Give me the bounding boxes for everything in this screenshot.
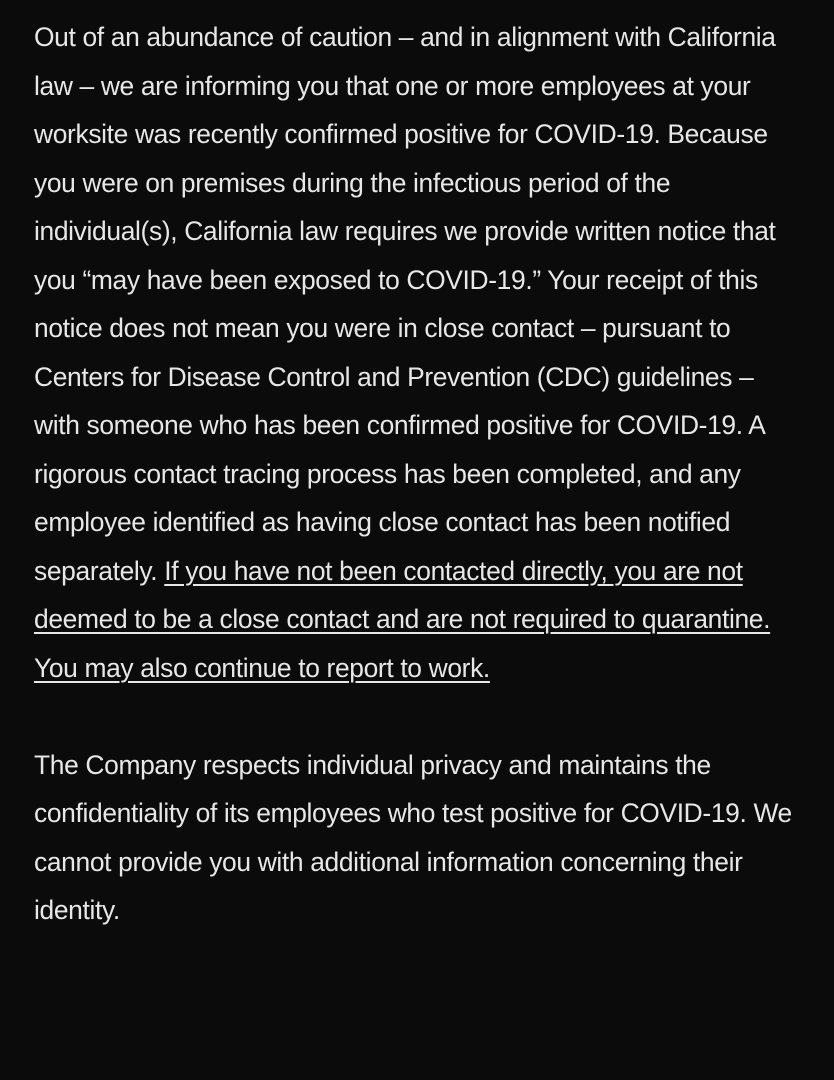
notice-paragraph-privacy: The Company respects individual privacy and maintains the confidentiality of its employees who test positive for COVID-19. We cannot provide you with additional information concerning their identity. bbox=[34, 749, 792, 925]
notice-paragraph-exposure bbox=[34, 13, 804, 692]
covid-exposure-notice bbox=[34, 13, 804, 935]
quarantine-guidance-text: If you have not been contacted directly, you are not deemed to be a close contact and are not required to quarantine. You may also continue to report to work. bbox=[34, 555, 771, 683]
exposure-statement-text: Out of an abundance of caution – and in alignment with California law – we are informing you that one or more employees at your worksite was recently confirmed positive for COVID-19. Because you were on premises during the infectious period of the individual(s), California law requires we provide written notice that you “may have been exposed to COVID-19.” Your receipt of this notice does not mean you were in close contact – pursuant to Centers for Disease Control and Prevention (CDC) guidelines – with someone who has been confirmed positive for COVID-19. A rigorous contact tracing process has been completed, and any employee identified as having close contact has been notified separately. bbox=[34, 22, 776, 586]
